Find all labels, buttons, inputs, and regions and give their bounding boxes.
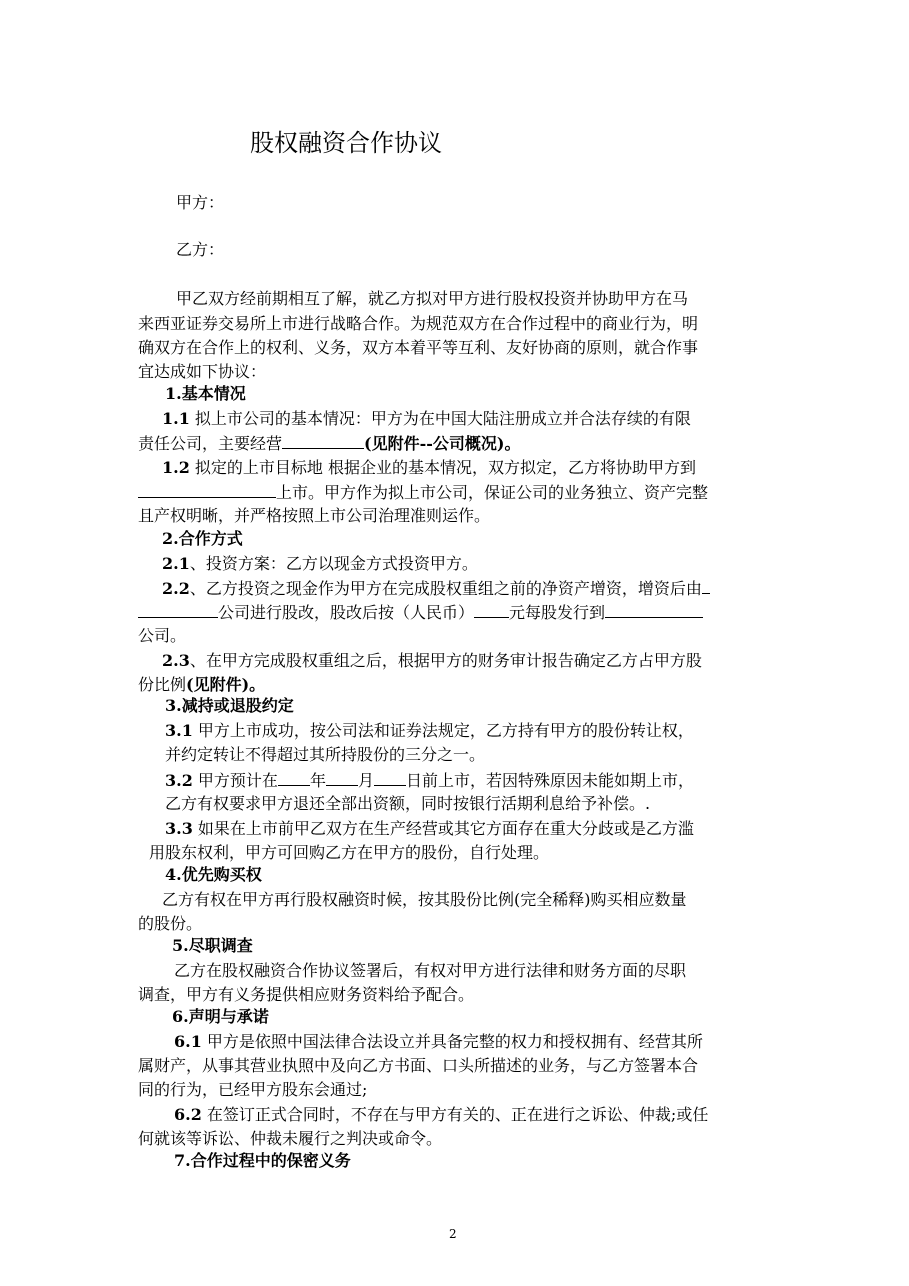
fill-in-blank[interactable] bbox=[605, 600, 703, 618]
section-5-line-2: 调查，甲方有义务提供相应财务资料给予配合。 bbox=[138, 985, 475, 1004]
clause-6-1-line-2: 属财产，从事其营业执照中及向乙方书面、口头所描述的业务，与乙方签署本合 bbox=[138, 1056, 699, 1075]
clause-text: 甲方上市成功，按公司法和证券法规定，乙方持有甲方的股份转让权， bbox=[192, 721, 694, 740]
clause-3-2-line-2: 乙方有权要求甲方退还全部出资额，同时按银行活期利息给予补偿。. bbox=[165, 794, 651, 813]
page-number: 2 bbox=[449, 1227, 457, 1241]
section-7-heading: 7.合作过程中的保密义务 bbox=[174, 1151, 351, 1170]
clause-3-3-line-1 bbox=[165, 817, 694, 841]
clause-6-1-line-3: 同的行为，已经甲方股东会通过; bbox=[138, 1080, 368, 1099]
clause-number: 3.3 bbox=[165, 819, 193, 838]
clause-text: 甲方是依照中国法律合法设立并具备完整的权力和授权拥有、经营其所 bbox=[201, 1032, 703, 1051]
clause-text: 、投资方案：乙方以现金方式投资甲方。 bbox=[189, 554, 478, 573]
clause-text: 月 bbox=[357, 771, 374, 790]
clause-2-2-line-3: 公司。 bbox=[138, 626, 187, 645]
clause-text: 责任公司，主要经营 bbox=[138, 434, 283, 453]
clause-text: 在签订正式合同时，不存在与甲方有关的、正在进行之诉讼、仲裁;或任 bbox=[201, 1105, 709, 1124]
fill-in-blank[interactable] bbox=[138, 600, 218, 618]
intro-line-4: 宜达成如下协议： bbox=[138, 362, 267, 381]
fill-in-blank[interactable] bbox=[474, 600, 509, 618]
annex-reference: (见附件--公司概况)。 bbox=[364, 434, 521, 453]
clause-number: 2.2 bbox=[162, 579, 190, 598]
section-4-line-1: 乙方有权在甲方再行股权融资时候，按其股份比例(完全稀释)购买相应数量 bbox=[162, 890, 687, 909]
clause-6-2-line-1 bbox=[174, 1103, 708, 1127]
clause-1-2-line-3: 且产权明晰，并严格按照上市公司治理准则运作。 bbox=[138, 506, 491, 525]
clause-1-1-line-1 bbox=[162, 407, 691, 431]
clause-1-2-line-2 bbox=[138, 480, 708, 505]
section-1-heading: 1.基本情况 bbox=[165, 384, 246, 403]
clause-text: 元每股发行到 bbox=[509, 603, 606, 622]
section-5-heading: 5.尽职调查 bbox=[172, 936, 253, 955]
section-4-line-2: 的股份。 bbox=[138, 914, 203, 933]
clause-number: 2.1 bbox=[162, 554, 190, 573]
fill-in-blank[interactable] bbox=[702, 576, 710, 594]
clause-text: 如果在上市前甲乙双方在生产经营或其它方面存在重大分歧或是乙方滥 bbox=[192, 819, 694, 838]
clause-1-1-line-2 bbox=[138, 431, 520, 456]
section-5-line-1: 乙方在股权融资合作协议签署后，有权对甲方进行法律和财务方面的尽职 bbox=[174, 961, 687, 980]
clause-2-2-line-2 bbox=[138, 600, 703, 625]
clause-number: 3.2 bbox=[165, 771, 193, 790]
clause-text: 、在甲方完成股权重组之后，根据甲方的财务审计报告确定乙方占甲方股 bbox=[189, 651, 702, 670]
clause-text: 甲方预计在 bbox=[192, 771, 278, 790]
intro-line-2: 来西亚证券交易所上市进行战略合作。为规范双方在合作过程中的商业行为，明 bbox=[138, 314, 699, 333]
clause-number: 6.2 bbox=[174, 1105, 202, 1124]
clause-3-1-line-1 bbox=[165, 719, 694, 743]
clause-3-2-line-1 bbox=[165, 768, 694, 793]
clause-1-2-line-1 bbox=[162, 456, 696, 480]
clause-2-3-line-1 bbox=[162, 649, 702, 673]
annex-reference: (见附件)。 bbox=[186, 675, 266, 694]
section-3-heading: 3.减持或退股约定 bbox=[165, 696, 294, 715]
clause-number: 1.1 bbox=[162, 409, 190, 428]
clause-2-1 bbox=[162, 552, 478, 576]
clause-text: 拟上市公司的基本情况：甲方为在中国大陆注册成立并合法存续的有限 bbox=[189, 409, 691, 428]
clause-number: 1.2 bbox=[162, 458, 190, 477]
clause-3-1-line-2: 并约定转让不得超过其所持股份的三分之一。 bbox=[165, 745, 486, 764]
clause-2-2-line-1 bbox=[162, 576, 710, 601]
fill-in-blank[interactable] bbox=[138, 480, 276, 498]
clause-text: 日前上市，若因特殊原因未能如期上市， bbox=[405, 771, 694, 790]
month-blank[interactable] bbox=[326, 768, 358, 786]
clause-6-1-line-1 bbox=[174, 1030, 703, 1054]
section-4-heading: 4.优先购买权 bbox=[165, 865, 262, 884]
clause-6-2-line-2: 何就该等诉讼、仲裁未履行之判决或命令。 bbox=[138, 1129, 443, 1148]
intro-line-3: 确双方在合作上的权利、义务，双方本着平等互利、友好协商的原则，就合作事 bbox=[138, 338, 699, 357]
year-blank[interactable] bbox=[278, 768, 310, 786]
clause-number: 2.3 bbox=[162, 651, 190, 670]
clause-text: 公司进行股改，股改后按（人民币） bbox=[218, 603, 475, 622]
clause-3-3-line-2: 用股东权利，甲方可回购乙方在甲方的股份，自行处理。 bbox=[149, 843, 550, 862]
clause-number: 6.1 bbox=[174, 1032, 202, 1051]
clause-number: 3.1 bbox=[165, 721, 193, 740]
clause-text: 年 bbox=[309, 771, 326, 790]
clause-text: 上市。甲方作为拟上市公司，保证公司的业务独立、资产完整 bbox=[276, 483, 709, 502]
document-title: 股权融资合作协议 bbox=[250, 129, 442, 157]
section-6-heading: 6.声明与承诺 bbox=[172, 1007, 269, 1026]
clause-text: 拟定的上市目标地 根据企业的基本情况，双方拟定，乙方将协助甲方到 bbox=[189, 458, 697, 477]
fill-in-blank[interactable] bbox=[282, 431, 364, 449]
party-b-label: 乙方： bbox=[176, 240, 225, 259]
clause-text: 份比例 bbox=[138, 675, 187, 694]
intro-line-1: 甲乙双方经前期相互了解，就乙方拟对甲方进行股权投资并协助甲方在马 bbox=[176, 289, 689, 308]
section-2-heading: 2.合作方式 bbox=[162, 529, 243, 548]
party-a-label: 甲方： bbox=[176, 193, 225, 212]
day-blank[interactable] bbox=[374, 768, 406, 786]
clause-text: 、乙方投资之现金作为甲方在完成股权重组之前的净资产增资，增资后由 bbox=[189, 579, 702, 598]
